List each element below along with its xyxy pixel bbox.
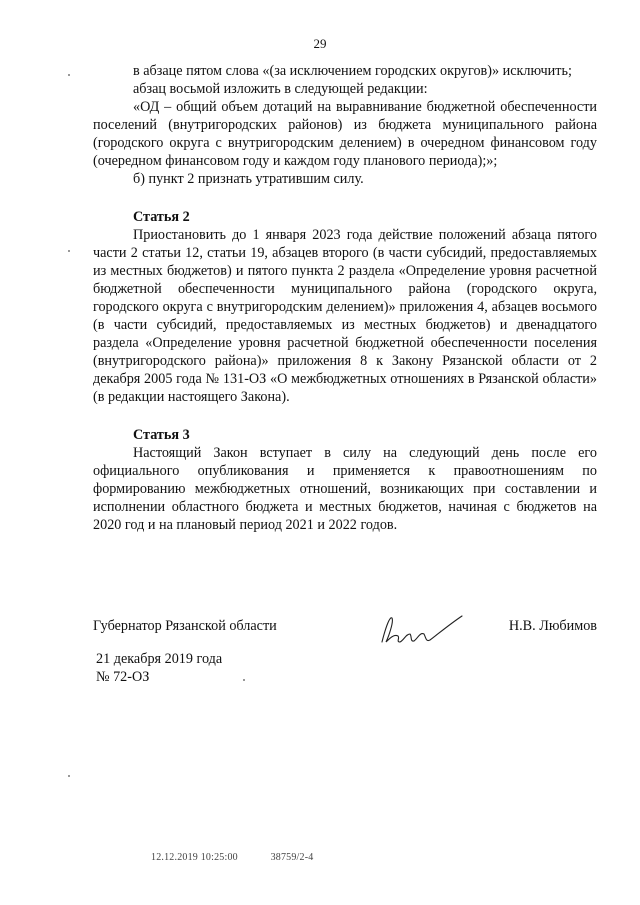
governor-name: Н.В. Любимов [508, 618, 597, 634]
paragraph-abzac-vosmoy: абзац восьмой изложить в следующей редакции: [133, 81, 428, 97]
scan-mark [68, 250, 70, 252]
article-3-heading: Статья 3 [133, 427, 190, 443]
scan-mark [68, 775, 70, 777]
document-body [93, 62, 597, 534]
page-number: 29 [313, 36, 327, 51]
paragraph-punkt-2: б) пункт 2 признать утратившим силу. [133, 171, 364, 187]
footer-timestamp: 12.12.2019 10:25:00 [151, 852, 238, 863]
scan-mark [68, 74, 70, 76]
footer [151, 852, 343, 863]
handwritten-signature [376, 612, 466, 648]
article-2-text: Приостановить до 1 января 2023 года действие положений абзаца пятого части 2 статьи 12, статьи 19, абзацев второго (в части субсидий, предоставляемых из местных бюджетов) и пятого пункта 2 раздела «Определение уровня расчетной бюджетной обеспеченности муниципального района (городского округа, городского округа с внутригородским делением)» приложения 4, абзацев восьмого (в части субсидий, предоставляемых из местных бюджетов) и двенадцатого раздела «Определение уровня расчетной бюджетной обеспеченности поселения (внутригородского района)» приложения 8 к Закону Рязанской области от 2 декабря 2005 года № 131-ОЗ «О межбюджетных отношениях в Рязанской области» (в редакции настоящего Закона). [93, 227, 597, 405]
article-3-text: Настоящий Закон вступает в силу на следующий день после его официального опубликования и применяется к правоотношениям по формированию межбюджетных отношений, возникающих при составлении и исполнении областного бюджета и местных бюджетов, начиная с бюджетов на 2020 год и на плановый период 2021 и 2022 годов. [93, 445, 597, 533]
date-block [96, 650, 222, 686]
signature-row [93, 612, 597, 652]
paragraph-od-definition: «ОД – общий объем дотаций на выравнивание бюджетной обеспеченности поселений (внутригородских районов) из бюджета муниципального района (городского округа с внутригородским делением) в очередном финансовом году (очередном финансовом году и каждом году планового периода);»; [93, 99, 597, 169]
article-2-heading: Статья 2 [133, 209, 190, 225]
paragraph-exclude: в абзаце пятом слова «(за исключением городских округов)» исключить; [133, 63, 572, 79]
governor-title: Губернатор Рязанской области [93, 618, 277, 634]
footer-code: 38759/2-4 [270, 852, 314, 863]
law-date: 21 декабря 2019 года [96, 651, 223, 667]
scan-mark [243, 679, 245, 681]
law-number: № 72-ОЗ [96, 669, 150, 685]
